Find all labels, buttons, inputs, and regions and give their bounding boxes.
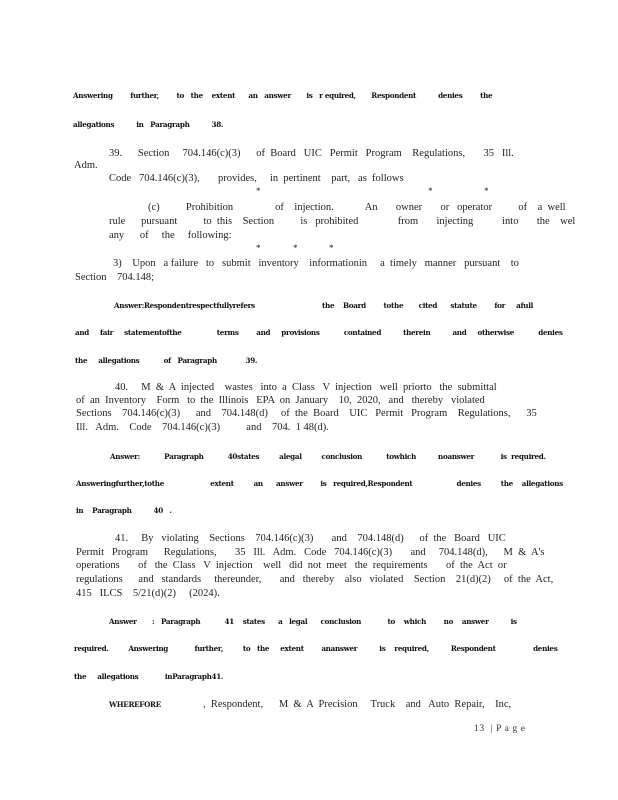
quote-line-5: Section 704.148; xyxy=(75,272,155,283)
para-40-line-2: of an Inventory Form to the Illinois EPA on January 10, 2020, and thereby violated xyxy=(76,395,485,406)
quote-line-4: 3) Upon a failure to submit inventory informationin a timely manner pursuant to xyxy=(113,258,519,269)
para-39-line-1: 39. Section 704.146(c)(3) of Board UIC Permit Program Regulations, 35 Ill. xyxy=(109,148,514,159)
para-40-line-1: 40. M & A injected wastes into a Class V injection well priorto the submittal xyxy=(115,382,497,393)
answer-39-line-1a: Answer:Respondentrespectfullyrefers xyxy=(114,301,255,310)
answer-41-line-2: required. Answering further, to the extent ananswer is required, Respondent denies xyxy=(74,644,558,653)
asterisk: * xyxy=(428,186,433,196)
para-41-line-2: Permit Program Regulations, 35 Ill. Adm. Code 704.146(c)(3) and 704.148(d), M & A's xyxy=(76,547,545,558)
para-39-line-3: Code 704.146(c)(3), provides, in pertinent part, as follows xyxy=(109,173,404,184)
answer-38-line-1: Answering further, to the extent an answer is r equired, Respondent denies the xyxy=(73,91,493,100)
asterisk: * xyxy=(484,186,489,196)
answer-39-line-1b: the Board tothe cited statute for afull xyxy=(322,301,534,310)
quote-line-2: rule pursuant to this Section is prohibited from injecting into the wel xyxy=(109,216,576,227)
para-41-line-4: regulations and standards thereunder, and thereby also violated Section 21(d)(2) of the Act, xyxy=(76,574,554,585)
para-40-line-3: Sections 704.146(c)(3) and 704.148(d) of the Board UIC Permit Program Regulations, 35 xyxy=(76,408,537,419)
para-41-line-1: 41. By violating Sections 704.146(c)(3) and 704.148(d) of the Board UIC xyxy=(115,533,506,544)
para-41-line-5: 415 ILCS 5/21(d)(2) (2024). xyxy=(76,588,220,599)
wherefore-clause: , Respondent, M & A Precision Truck and Auto Repair, Inc, xyxy=(203,699,512,710)
quote-line-1: (c) Prohibition of injection. An owner or operator of a well xyxy=(148,202,566,213)
answer-40-line-3: in Paragraph 40 . xyxy=(76,506,172,515)
answer-40-line-2: Answeringfurther,tothe extent an answer is required,Respondent denies the allegations xyxy=(76,479,563,488)
asterisk: * xyxy=(293,243,298,253)
answer-38-line-2: allegations in Paragraph 38. xyxy=(73,120,224,129)
answer-40-line-1: Answer: Paragraph 40states alegal conclusion towhich noanswer is required. xyxy=(110,452,546,461)
para-41-line-3: operations of the Class V injection well did not meet the requirements of the Act or xyxy=(76,560,507,571)
wherefore-keyword: WHEREFORE xyxy=(109,700,161,709)
answer-39-line-2: and fair statementofthe terms and provisions contained therein and otherwise denies xyxy=(75,328,563,337)
answer-41-line-1: Answer : Paragraph 41 states a legal conclusion to which no answer is xyxy=(109,617,517,626)
asterisk: * xyxy=(256,243,261,253)
para-40-line-4: Ill. Adm. Code 704.146(c)(3) and 704. 1 48(d). xyxy=(76,422,329,433)
answer-39-line-3: the allegations of Paragraph 39. xyxy=(75,356,258,365)
para-39-line-2: Adm. xyxy=(74,160,98,171)
asterisk: * xyxy=(256,186,261,196)
quote-line-3: any of the following: xyxy=(109,230,232,241)
asterisk: * xyxy=(329,243,334,253)
page-number-footer: 13 | P a g e xyxy=(474,724,526,734)
answer-41-line-3: the allegations inParagraph41. xyxy=(74,672,224,681)
